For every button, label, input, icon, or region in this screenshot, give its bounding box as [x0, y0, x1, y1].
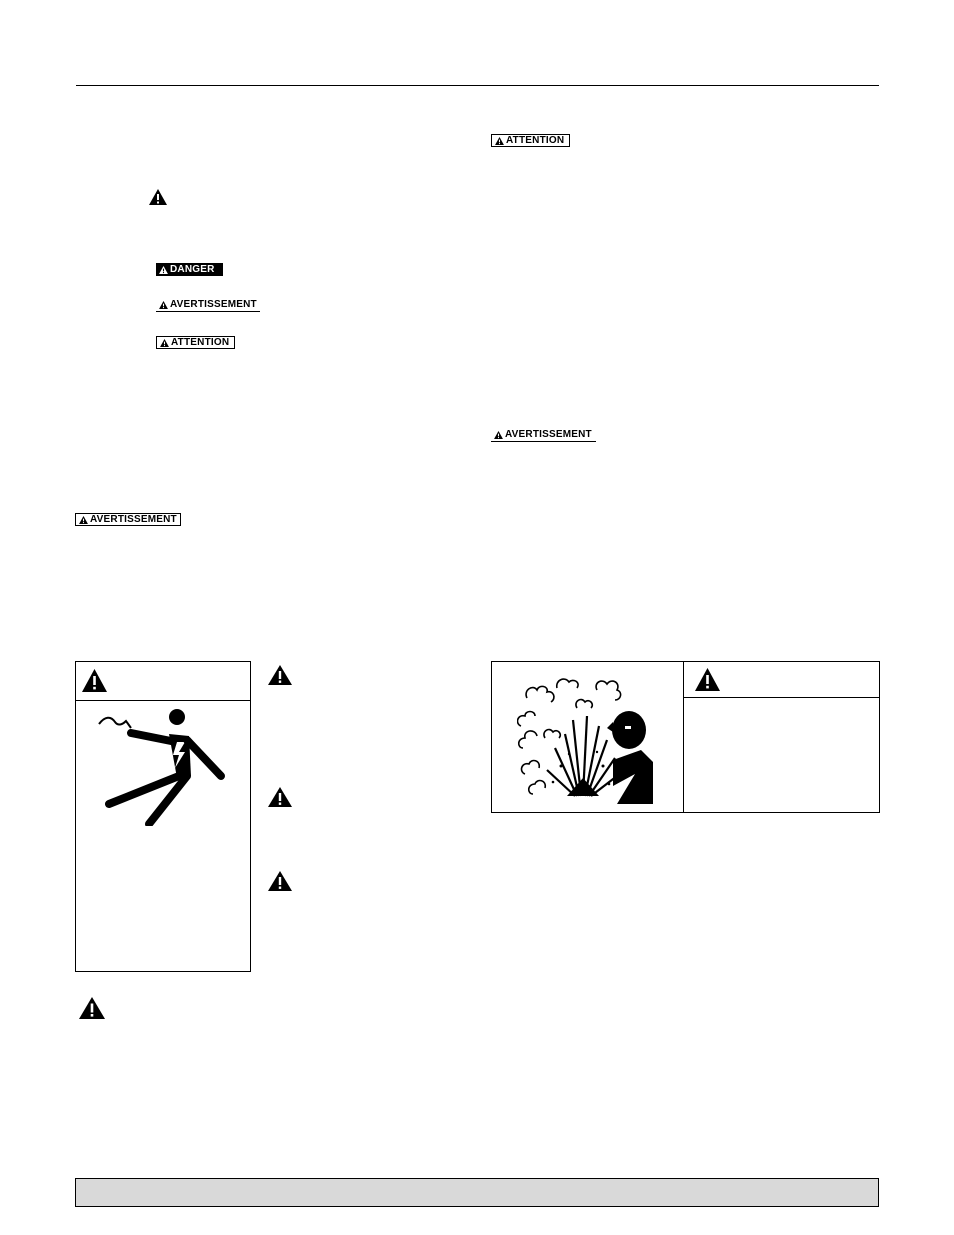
avertissement-label-text: AVERTISSEMENT [90, 513, 177, 525]
avertissement-label-text: AVERTISSEMENT [170, 299, 257, 310]
danger-label [156, 263, 223, 276]
attention-label-text: ATTENTION [506, 134, 565, 146]
attention-label-text: ATTENTION [171, 336, 230, 348]
danger-label-text: DANGER [170, 263, 215, 275]
warning-triangle-icon [81, 668, 108, 693]
avertissement-label [156, 299, 260, 312]
shock-hazard-header [76, 662, 250, 701]
avertissement-label [491, 429, 596, 442]
explosion-hazard-icon [517, 678, 657, 806]
warning-triangle-icon [159, 266, 168, 274]
electric-shock-icon [91, 706, 241, 826]
explosion-hazard-box [491, 661, 880, 813]
warning-triangle-icon [495, 137, 504, 145]
warning-triangle-icon [159, 301, 168, 309]
footer-bar [75, 1178, 879, 1207]
warning-triangle-icon [78, 996, 106, 1020]
shock-hazard-box [75, 661, 251, 972]
warning-triangle-icon [267, 786, 293, 808]
avertissement-label-text: AVERTISSEMENT [505, 429, 592, 440]
warning-triangle-icon [148, 188, 168, 206]
attention-label [156, 336, 235, 349]
avertissement-label [75, 513, 181, 526]
warning-triangle-icon [160, 339, 169, 347]
attention-label [491, 134, 570, 147]
explosion-hazard-header [683, 662, 879, 698]
explosion-pictogram-panel [492, 662, 684, 812]
warning-triangle-icon [79, 516, 88, 524]
warning-triangle-icon [267, 870, 293, 892]
warning-triangle-icon [494, 431, 503, 439]
warning-triangle-icon [267, 664, 293, 686]
header-rule [76, 85, 879, 86]
warning-triangle-icon [694, 667, 721, 692]
